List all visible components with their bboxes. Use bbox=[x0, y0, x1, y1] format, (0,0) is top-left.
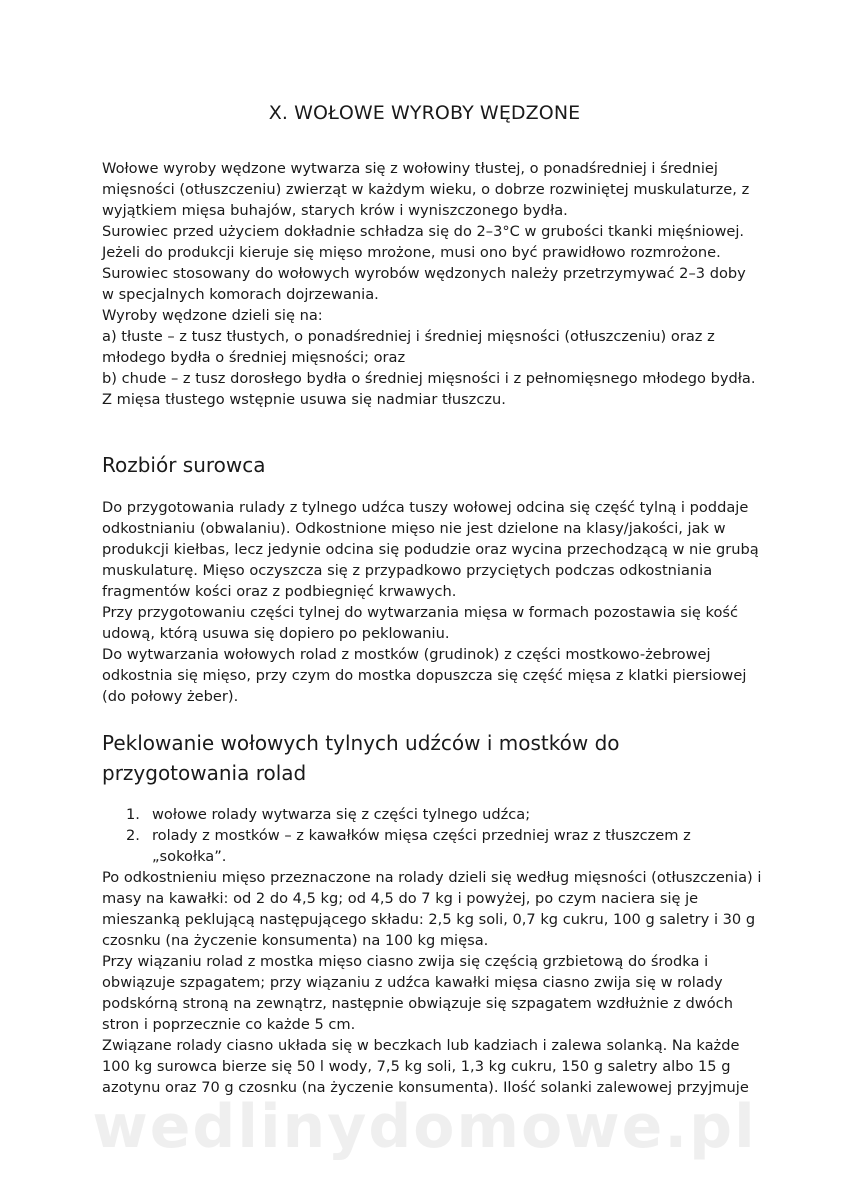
document-title: X. WOŁOWE WYROBY WĘDZONE bbox=[268, 102, 581, 124]
paragraph: Surowiec stosowany do wołowych wyrobów wędzonych należy przetrzymywać 2–3 doby w specjalnych komorach dojrzewania. bbox=[102, 265, 746, 303]
paragraph: Z mięsa tłustego wstępnie usuwa się nadmiar tłuszczu. bbox=[102, 391, 506, 408]
intro-section bbox=[102, 158, 762, 410]
watermark: wedlinydomowe.pl bbox=[92, 1092, 757, 1162]
paragraph: Do wytwarzania wołowych rolad z mostków (grudinok) z części mostkowo-żebrowej odkostnia się mięso, przy czym do mostka dopuszcza się część mięsa z klatki piersiowej (do połowy żeber). bbox=[102, 646, 747, 705]
paragraph: a) tłuste – z tusz tłustych, o ponadśredniej i średniej mięsności (otłuszczeniu) oraz z młodego bydła o średniej mięsności; oraz bbox=[102, 328, 715, 366]
paragraph: Związane rolady ciasno układa się w beczkach lub kadziach i zalewa solanką. Na każde 100 kg surowca bierze się 50 l wody, 7,5 kg soli, 1,3 kg cukru, 150 g saletry albo 15 g azotynu oraz 70 g czosnku (na życzenie konsumenta). Ilość solanki zalewowej przyjmuje bbox=[102, 1037, 749, 1096]
paragraph: Wołowe wyroby wędzone wytwarza się z wołowiny tłustej, o ponadśredniej i średniej mięsności (otłuszczeniu) zwierząt w każdym wieku, o dobrze rozwiniętej muskulaturze, z wyjątkiem mięsa buhajów, starych krów i wyniszczonego bydła. bbox=[102, 160, 750, 219]
paragraph: Wyroby wędzone dzieli się na: bbox=[102, 307, 323, 324]
list-item bbox=[102, 804, 762, 825]
paragraph: b) chude – z tusz dorosłego bydła o średniej mięsności i z pełnomięsnego młodego bydła. bbox=[102, 370, 756, 387]
list-marker: 2. bbox=[126, 827, 140, 844]
list-marker: 1. bbox=[126, 806, 140, 823]
paragraph: Do przygotowania rulady z tylnego udźca tuszy wołowej odcina się część tylną i poddaje odkostnianiu (obwalaniu). Odkostnione mięso nie jest dzielone na klasy/jakości, jak w produkcji kiełbas, lecz jedynie odcina się podudzie oraz wycina przechodzącą w nie grubą muskulaturę. Mięso oczyszcza się z przypadkowo przyciętych podczas odkostniania fragmentów kości oraz z podbiegnięć krwawych. bbox=[102, 499, 759, 600]
section-rozbior-body bbox=[102, 497, 762, 707]
paragraph: Przy wiązaniu rolad z mostka mięso ciasno zwija się częścią grzbietową do środka i obwiązuje szpagatem; przy wiązaniu z udźca kawałki mięsa ciasno zwija się w rolady podskórną stroną na zewnątrz, następnie obwiązuje się szpagatem wzdłużnie z dwóch stron i poprzecznie co każde 5 cm. bbox=[102, 953, 733, 1033]
list-item-text: rolady z mostków – z kawałków mięsa części przedniej wraz z tłuszczem z „sokołka”. bbox=[152, 827, 691, 865]
paragraph: Po odkostnieniu mięso przeznaczone na rolady dzieli się według mięsności (otłuszczenia) i masy na kawałki: od 2 do 4,5 kg; od 4,5 do 7 kg i powyżej, po czym naciera się je mieszanką peklującą następującego składu: 2,5 kg soli, 0,7 kg cukru, 100 g saletry i 30 g czosnku (na życzenie konsumenta) na 100 kg mięsa. bbox=[102, 869, 762, 949]
list-item-text: wołowe rolady wytwarza się z części tylnego udźca; bbox=[152, 806, 531, 823]
paragraph: Przy przygotowaniu części tylnej do wytwarzania mięsa w formach pozostawia się kość udową, którą usuwa się dopiero po peklowaniu. bbox=[102, 604, 739, 642]
section-peklowanie-body bbox=[102, 804, 762, 1098]
list-item bbox=[102, 825, 762, 867]
section-heading-peklowanie: Peklowanie wołowych tylnych udźców i mostków do przygotowania rolad bbox=[102, 731, 620, 785]
section-heading-rozbior: Rozbiór surowca bbox=[102, 453, 266, 477]
paragraph: Surowiec przed użyciem dokładnie schładza się do 2–3°C w grubości tkanki mięśniowej. Jeżeli do produkcji kieruje się mięso mrożone, musi ono być prawidłowo rozmrożone. bbox=[102, 223, 745, 261]
